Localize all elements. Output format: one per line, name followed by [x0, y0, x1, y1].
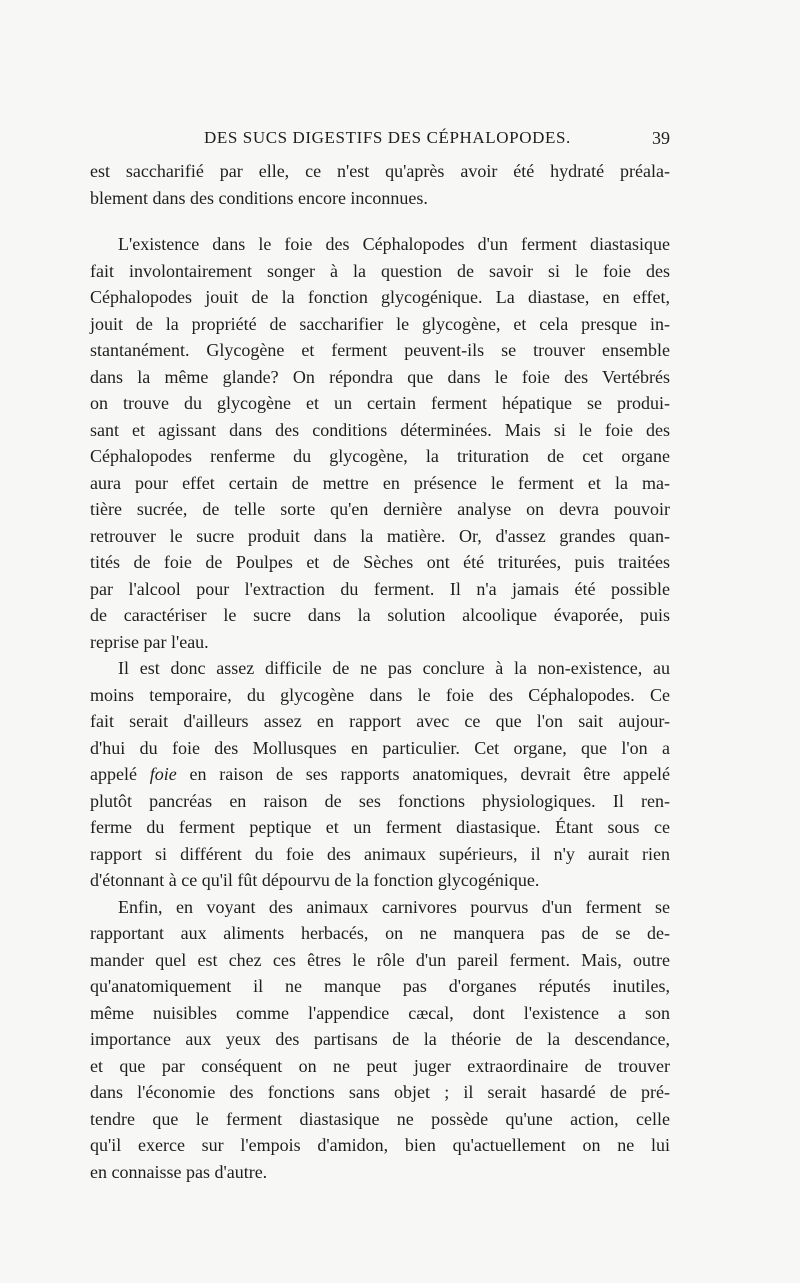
running-head — [90, 128, 670, 156]
text-line: est saccharifié par elle, ce n'est qu'après avoir été hydraté préala- — [90, 161, 670, 181]
text-line: fait involontairement songer à la question de savoir si le foie des — [90, 260, 670, 281]
paragraph — [90, 894, 670, 1186]
text-line: importance aux yeux des partisans de la théorie de la descendance, — [90, 1029, 670, 1049]
text-line: aura pour effet certain de mettre en présence le ferment et la ma- — [90, 472, 670, 493]
italic-term: foie — [149, 764, 177, 784]
text-line: moins temporaire, du glycogène dans le foie des Céphalopodes. Ce — [90, 684, 670, 705]
text-line: et que par conséquent on ne peut juger extraordinaire de trouver — [90, 1055, 670, 1076]
text-line: ferme du ferment peptique et un ferment diastasique. Étant sous ce — [90, 817, 670, 837]
text-line: plutôt pancréas en raison de ses fonctions physiologiques. Il ren- — [90, 790, 670, 811]
text-line: tendre que le ferment diastasique ne possède qu'une action, celle — [90, 1108, 670, 1129]
text-line: retrouver le sucre produit dans la matière. Or, d'assez grandes quan- — [90, 525, 670, 546]
text-line: sant et agissant dans des conditions déterminées. Mais si le foie des — [90, 419, 670, 440]
text-line: Céphalopodes jouit de la fonction glycogénique. La diastase, en effet, — [90, 287, 670, 307]
text-line: dans l'économie des fonctions sans objet ; il serait hasardé de pré- — [90, 1082, 670, 1102]
text-line: on trouve du glycogène et un certain ferment hépatique se produi- — [90, 393, 670, 413]
text-line: d'hui du foie des Mollusques en particulier. Cet organe, que l'on a — [90, 737, 670, 758]
text-line: mander quel est chez ces êtres le rôle d'un pareil ferment. Mais, outre — [90, 949, 670, 970]
text-line: Céphalopodes renferme du glycogène, la trituration de cet organe — [90, 446, 670, 466]
text-line: qu'il exerce sur l'empois d'amidon, bien qu'actuellement on ne lui — [90, 1135, 670, 1155]
text-line: L'existence dans le foie des Céphalopodes d'un ferment diastasique — [118, 234, 670, 254]
text-line: même nuisibles comme l'appendice cæcal, dont l'existence a son — [90, 1002, 670, 1023]
text-line: jouit de la propriété de saccharifier le glycogène, et cela presque in- — [90, 313, 670, 334]
text-line: tités de foie de Poulpes et de Sèches ont été triturées, puis traitées — [90, 552, 670, 572]
running-title: DES SUCS DIGESTIFS DES CÉPHALOPODES. — [204, 128, 571, 147]
text-line: blement dans des conditions encore inconnues. — [90, 187, 428, 208]
page-number: 39 — [652, 128, 670, 148]
text-line: en connaisse pas d'autre. — [90, 1161, 268, 1182]
text-line: stantanément. Glycogène et ferment peuvent-ils se trouver ensemble — [90, 340, 670, 360]
text-line: d'étonnant à ce qu'il fût dépourvu de la fonction glycogénique. — [90, 870, 540, 890]
text-line: Enfin, en voyant des animaux carnivores pourvus d'un ferment se — [118, 896, 670, 917]
text-line: de caractériser le sucre dans la solution alcoolique évaporée, puis — [90, 605, 670, 625]
paragraph — [90, 158, 670, 211]
text-line: reprise par l'eau. — [90, 631, 209, 652]
text-line: tière sucrée, de telle sorte qu'en dernière analyse on devra pouvoir — [90, 499, 670, 519]
text-line: dans la même glande? On répondra que dans le foie des Vertébrés — [90, 366, 670, 387]
paragraph — [90, 655, 670, 894]
text-line: Il est donc assez difficile de ne pas conclure à la non-existence, au — [118, 658, 670, 678]
text-line: rapport si différent du foie des animaux supérieurs, il n'y aurait rien — [90, 843, 670, 864]
text-line: qu'anatomiquement il ne manque pas d'organes réputés inutiles, — [90, 976, 670, 996]
text-line: appelé foie en raison de ses rapports anatomiques, devrait être appelé — [90, 764, 671, 784]
text-line: par l'alcool pour l'extraction du ferment. Il n'a jamais été possible — [90, 578, 670, 599]
paragraph — [90, 231, 670, 655]
text-line: fait serait d'ailleurs assez en rapport avec ce que l'on sait aujour- — [90, 711, 670, 731]
paragraph-gap — [90, 211, 670, 231]
body-text — [90, 158, 670, 1185]
text-line: rapportant aux aliments herbacés, on ne manquera pas de se de- — [90, 923, 670, 943]
